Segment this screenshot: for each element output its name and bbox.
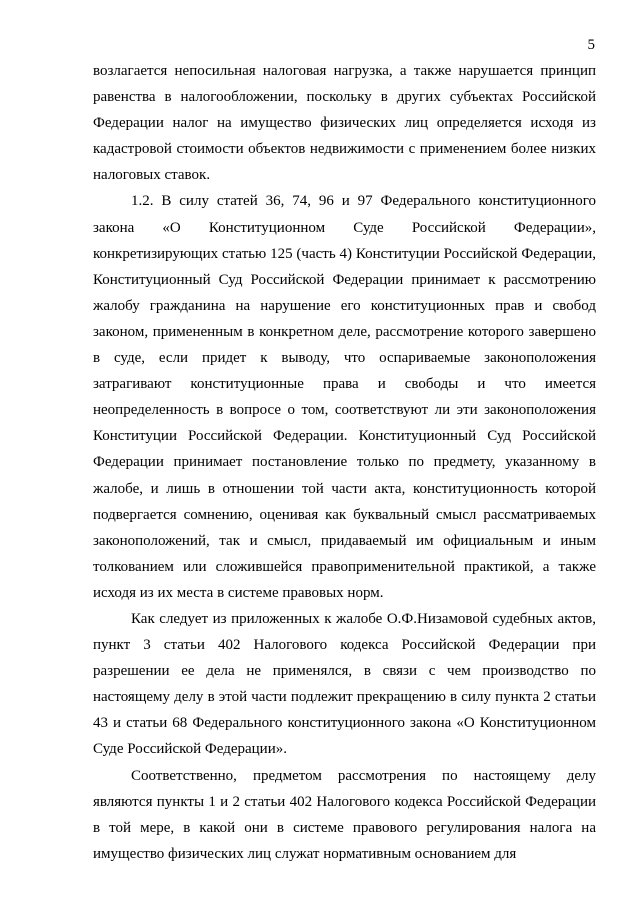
paragraph-court-acts: Как следует из приложенных к жалобе О.Ф.Низамовой судебных актов, пункт 3 статьи 402 Налогового кодекса Российской Федерации при разрешении ее дела не применялся, в связи с чем производство по настоящему делу в этой части подлежит прекращению в силу пункта 2 статьи 43 и статьи 68 Федерального конституционного закона «О Конституционном Суде Российской Федерации».	[93, 610, 596, 758]
paragraph-continuation: возлагается непосильная налоговая нагрузка, а также нарушается принцип равенства в налогообложении, поскольку в других субъектах Российской Федерации налог на имущество физических лиц определяется исходя из кадастровой стоимости объектов недвижимости с применением более низких налоговых ставок.	[93, 63, 596, 184]
page-number: 5	[587, 37, 595, 53]
document-body	[93, 58, 596, 867]
paragraph-section-1-2: 1.2. В силу статей 36, 74, 96 и 97 Федерального конституционного закона «О Конституционном Суде Российской Федерации», конкретизирующих статью 125 (часть 4) Конституции Российской Федерации, Конституционный Суд Российской Федерации принимает к рассмотрению жалобу гражданина на нарушение его конституционных прав и свобод законом, примененным в конкретном деле, рассмотрение которого завершено в суде, если придет к выводу, что оспариваемые законоположения затрагивают конституционные права и свободы и что имеется неопределенность в вопросе о том, соответствуют ли эти законоположения Конституции Российской Федерации. Конституционный Суд Российской Федерации принимает постановление только по предмету, указанному в жалобе, и лишь в отношении той части акта, конституционность которой подвергается сомнению, оценивая как буквальный смысл рассматриваемых законоположений, так и смысл, придаваемый им официальным и иным толкованием или сложившейся правоприменительной практикой, а также исходя из их места в системе правовых норм.	[93, 193, 596, 601]
paragraph-subject-of-review: Соответственно, предметом рассмотрения по настоящему делу являются пункты 1 и 2 статьи 402 Налогового кодекса Российской Федерации в той мере, в какой они в системе правового регулирования налога на имущество физических лиц служат нормативным основанием для	[93, 767, 596, 862]
